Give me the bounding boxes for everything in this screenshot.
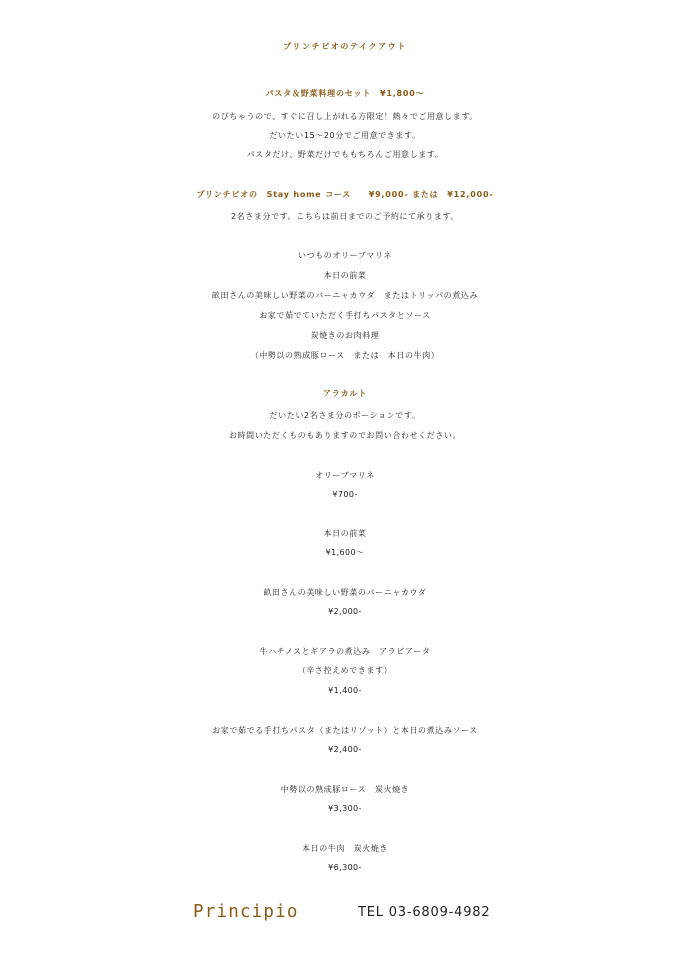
- phone-number: TEL 03-6809-4982: [358, 905, 491, 920]
- menu-item-price: ¥3,300-: [328, 804, 362, 813]
- menu-item-name: 本日の牛肉 炭火焼き: [302, 844, 388, 853]
- menu-item-price: ¥6,300-: [328, 863, 362, 872]
- menu-item-name: 牛ハチノスとギアラの煮込み アラビアータ: [259, 647, 431, 656]
- course-item: 畝田さんの美味しい野菜のバーニャカウダ またはトリッパの煮込み: [211, 291, 479, 300]
- pasta-set-line: パスタだけ、野菜だけでももちろんご用意します。: [246, 150, 444, 159]
- menu-item-sub: （辛さ控えめできます）: [297, 666, 393, 675]
- alacarte-note: だいたい2名さま分のポーションです。: [269, 411, 421, 420]
- pasta-set-heading: パスタ＆野菜料理のセット ¥1,800～: [265, 89, 425, 98]
- brand-name: Principio: [193, 902, 299, 922]
- alacarte-note: お時間いただくものもありますのでお問い合わせください。: [228, 431, 462, 440]
- course-item: 炭焼きのお肉料理: [310, 331, 380, 340]
- course-item: いつものオリーブマリネ: [297, 251, 393, 260]
- pasta-set-line: のびちゃうので、すぐに召し上がれる方限定！熱々でご用意します。: [212, 112, 478, 121]
- course-heading: プリンチピオの Stay home コース ¥9,000- または ¥12,000-: [196, 190, 494, 199]
- menu-item-price: ¥2,400-: [328, 745, 362, 754]
- menu-item-price: ¥1,400-: [328, 686, 362, 695]
- menu-item-name: 畝田さんの美味しい野菜のバーニャカウダ: [263, 588, 427, 597]
- page-title: プリンチピオのテイクアウト: [283, 42, 407, 51]
- menu-item-name: 中勢以の熟成豚ロース 炭火焼き: [280, 785, 410, 794]
- menu-item-price: ¥700-: [332, 490, 358, 499]
- course-item: お家で茹でていただく手打ちパスタとソース: [259, 311, 431, 320]
- menu-item-price: ¥1,600～: [325, 548, 365, 557]
- course-item: （中勢以の熟成豚ロース または 本日の牛肉）: [250, 351, 440, 360]
- pasta-set-line: だいたい15～20分でご用意できます。: [269, 131, 421, 140]
- course-item: 本日の前菜: [323, 271, 367, 280]
- alacarte-heading: アラカルト: [323, 389, 367, 398]
- menu-item-price: ¥2,000-: [328, 607, 362, 616]
- menu-item-name: 本日の前菜: [323, 529, 367, 538]
- menu-item-name: お家で茹でる手打ちパスタ（またはリゾット）と本日の煮込みソース: [212, 726, 478, 735]
- menu-item-name: オリーブマリネ: [315, 471, 375, 480]
- course-note: 2名さま分です。こちらは前日までのご予約にて承ります。: [230, 212, 459, 221]
